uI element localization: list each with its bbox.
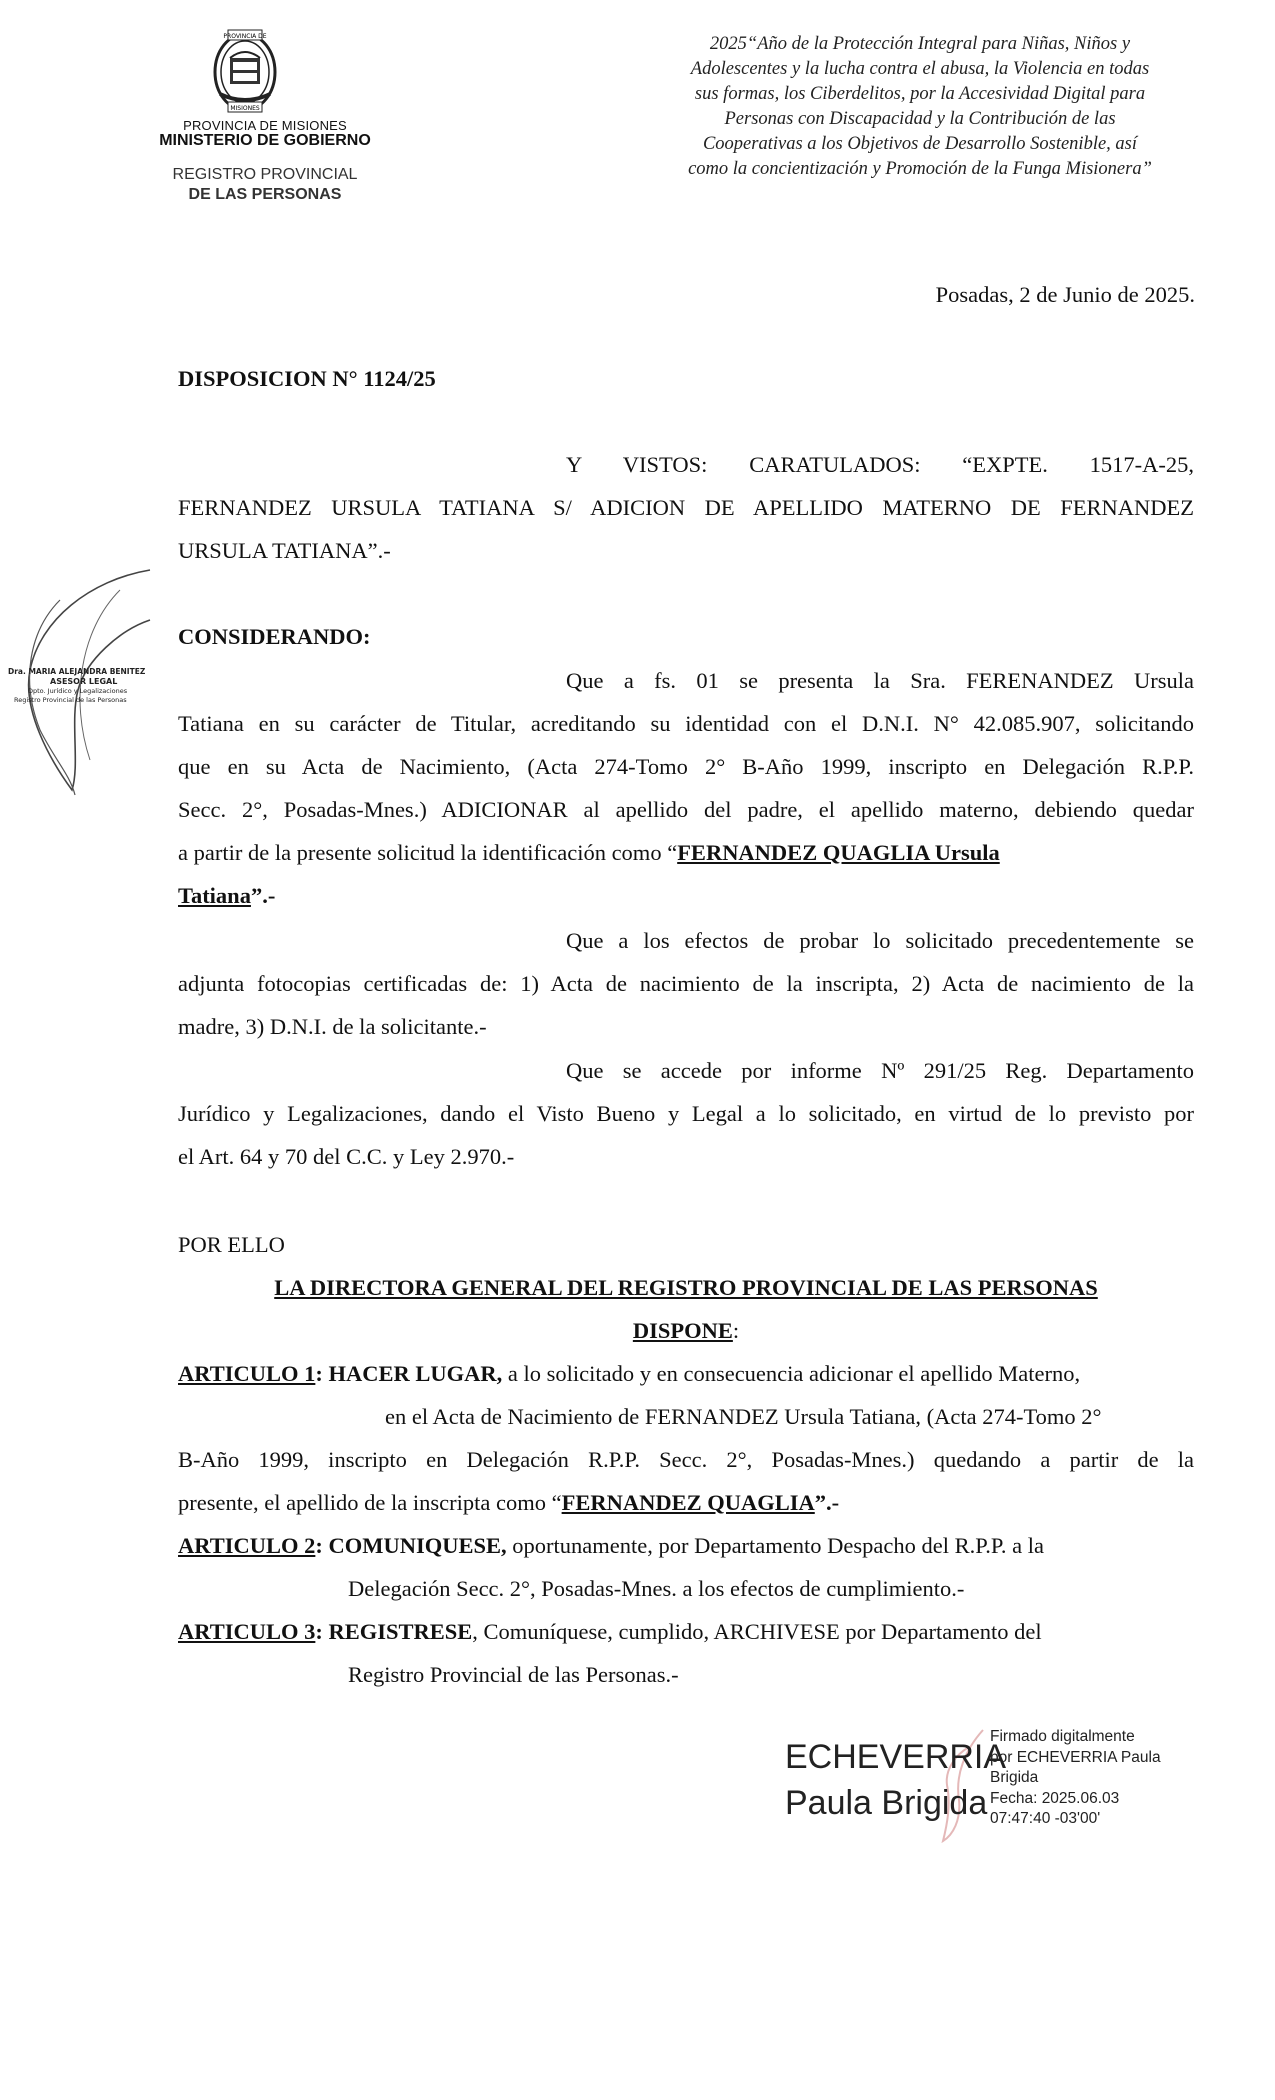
- signature-detail-line: por ECHEVERRIA Paula: [990, 1748, 1161, 1766]
- signature-detail-line: Fecha: 2025.06.03: [990, 1789, 1120, 1807]
- stamp-department: Dpto. Jurídico y Legalizaciones: [28, 687, 128, 695]
- motto-line: como la concientización y Promoción de la Funga Misionera”: [688, 159, 1152, 179]
- signature-detail-line: Brigida: [990, 1769, 1039, 1786]
- article-3-label: ARTICULO 3: [178, 1619, 316, 1644]
- year-motto: [640, 32, 1200, 182]
- article-1-label: ARTICULO 1: [178, 1361, 316, 1386]
- vistos-line2: FERNANDEZ URSULA TATIANA S/ ADICION DE APELLIDO MATERNO DE FERNANDEZ: [178, 495, 1194, 520]
- considerando-p2-line: adjunta fotocopias certificadas de: 1) Acta de nacimiento de la inscripta, 2) Acta de nacimiento de la: [178, 971, 1194, 996]
- stamp-name: Dra. MARIA ALEJANDRA BENITEZ: [8, 667, 146, 676]
- motto-line: 2025“Año de la Protección Integral para Niñas, Niños y: [709, 34, 1131, 54]
- motto-line: Personas con Discapacidad y la Contribución de las: [724, 109, 1116, 129]
- province-label: PROVINCIA DE MISIONES: [183, 118, 347, 133]
- seal-text-top: PROVINCIA DE: [223, 33, 267, 40]
- considerando-p2-line: madre, 3) D.N.I. de la solicitante.-: [178, 1014, 487, 1039]
- motto-line: Cooperativas a los Objetivos de Desarrollo Sostenible, así: [702, 134, 1138, 154]
- article-2-line: ARTICULO 2: COMUNIQUESE, oportunamente, por Departamento Despacho del R.P.P. a la: [178, 1533, 1045, 1558]
- stamp-role: ASESOR LEGAL: [50, 677, 118, 686]
- provincial-seal-logo: [200, 28, 290, 116]
- vistos-line1: Y VISTOS: CARATULADOS: “EXPTE. 1517-A-25,: [566, 452, 1194, 477]
- article-2-label: ARTICULO 2: [178, 1533, 316, 1558]
- vistos-line3: URSULA TATIANA”.-: [178, 538, 391, 563]
- article-1-line: ARTICULO 1: HACER LUGAR, a lo solicitado y en consecuencia adicionar el apellido Materno,: [178, 1361, 1081, 1386]
- final-surname: FERNANDEZ QUAGLIA: [561, 1490, 815, 1515]
- motto-line: Adolescentes y la lucha contra el abusa, la Violencia en todas: [690, 59, 1150, 79]
- considerando-p1-line: que en su Acta de Nacimiento, (Acta 274-Tomo 2° B-Año 1999, inscripto en Delegación R.P.P.: [178, 754, 1194, 779]
- document-date: Posadas, 2 de Junio de 2025.: [935, 282, 1195, 307]
- registry-label-line2: DE LAS PERSONAS: [188, 186, 342, 203]
- digital-signature-details: [990, 1727, 1161, 1830]
- considerando-p3-line: Que se accede por informe Nº 291/25 Reg. Departamento: [566, 1058, 1194, 1083]
- ministry-label: MINISTERIO DE GOBIERNO: [159, 132, 371, 149]
- directora-heading: LA DIRECTORA GENERAL DEL REGISTRO PROVINCIAL DE LAS PERSONAS: [274, 1275, 1098, 1300]
- considerando-p2-line: Que a los efectos de probar lo solicitado precedentemente se: [566, 928, 1194, 953]
- considerando-p3-line: el Art. 64 y 70 del C.C. y Ley 2.970.-: [178, 1144, 515, 1169]
- registry-label-line1: REGISTRO PROVINCIAL: [172, 166, 358, 183]
- signer-surname: ECHEVERRIA: [785, 1738, 1007, 1776]
- considerando-heading: CONSIDERANDO:: [178, 624, 371, 649]
- article-3-line: ARTICULO 3: REGISTRESE, Comuníquese, cumplido, ARCHIVESE por Departamento del: [178, 1619, 1042, 1644]
- stamp-registry: Registro Provincial de las Personas: [14, 696, 127, 704]
- article-1-line: en el Acta de Nacimiento de FERNANDEZ Ursula Tatiana, (Acta 274-Tomo 2°: [385, 1404, 1102, 1429]
- disposition-title: DISPOSICION N° 1124/25: [178, 366, 436, 391]
- considerando-p1-line: Secc. 2°, Posadas-Mnes.) ADICIONAR al apellido del padre, el apellido materno, debiendo quedar: [178, 797, 1194, 822]
- legal-advisor-stamp-signature: [0, 560, 200, 800]
- motto-line: sus formas, los Ciberdelitos, por la Accesividad Digital para: [694, 84, 1146, 104]
- new-name-bold-a: FERNANDEZ QUAGLIA Ursula: [677, 840, 1000, 865]
- considerando-p1-line: Tatiana”.-: [178, 883, 276, 908]
- signature-detail-line: 07:47:40 -03'00': [990, 1810, 1101, 1827]
- new-name-bold-b: Tatiana: [178, 883, 251, 908]
- signature-detail-line: Firmado digitalmente: [990, 1728, 1135, 1745]
- article-3-line: Registro Provincial de las Personas.-: [348, 1662, 679, 1687]
- considerando-p1-line: Que a fs. 01 se presenta la Sra. FERENANDEZ Ursula: [566, 668, 1194, 693]
- seal-text-bottom: MISIONES: [230, 105, 260, 112]
- article-1-line: presente, el apellido de la inscripta como “FERNANDEZ QUAGLIA”.-: [178, 1490, 840, 1515]
- dispone-heading: DISPONE:: [632, 1318, 740, 1343]
- article-1-line: B-Año 1999, inscripto en Delegación R.P.P. Secc. 2°, Posadas-Mnes.) quedando a partir de la: [178, 1447, 1194, 1472]
- por-ello: POR ELLO: [178, 1232, 285, 1257]
- article-2-line: Delegación Secc. 2°, Posadas-Mnes. a los efectos de cumplimiento.-: [348, 1576, 965, 1601]
- considerando-p3-line: Jurídico y Legalizaciones, dando el Visto Bueno y Legal a lo solicitado, en virtud de lo previsto por: [178, 1101, 1194, 1126]
- signer-given-names: Paula Brigida: [785, 1784, 988, 1822]
- considerando-p1-line: a partir de la presente solicitud la identificación como “FERNANDEZ QUAGLIA Ursula: [178, 840, 1000, 865]
- considerando-p1-line: Tatiana en su carácter de Titular, acreditando su identidad con el D.N.I. N° 42.085.907, solicitando: [178, 711, 1194, 736]
